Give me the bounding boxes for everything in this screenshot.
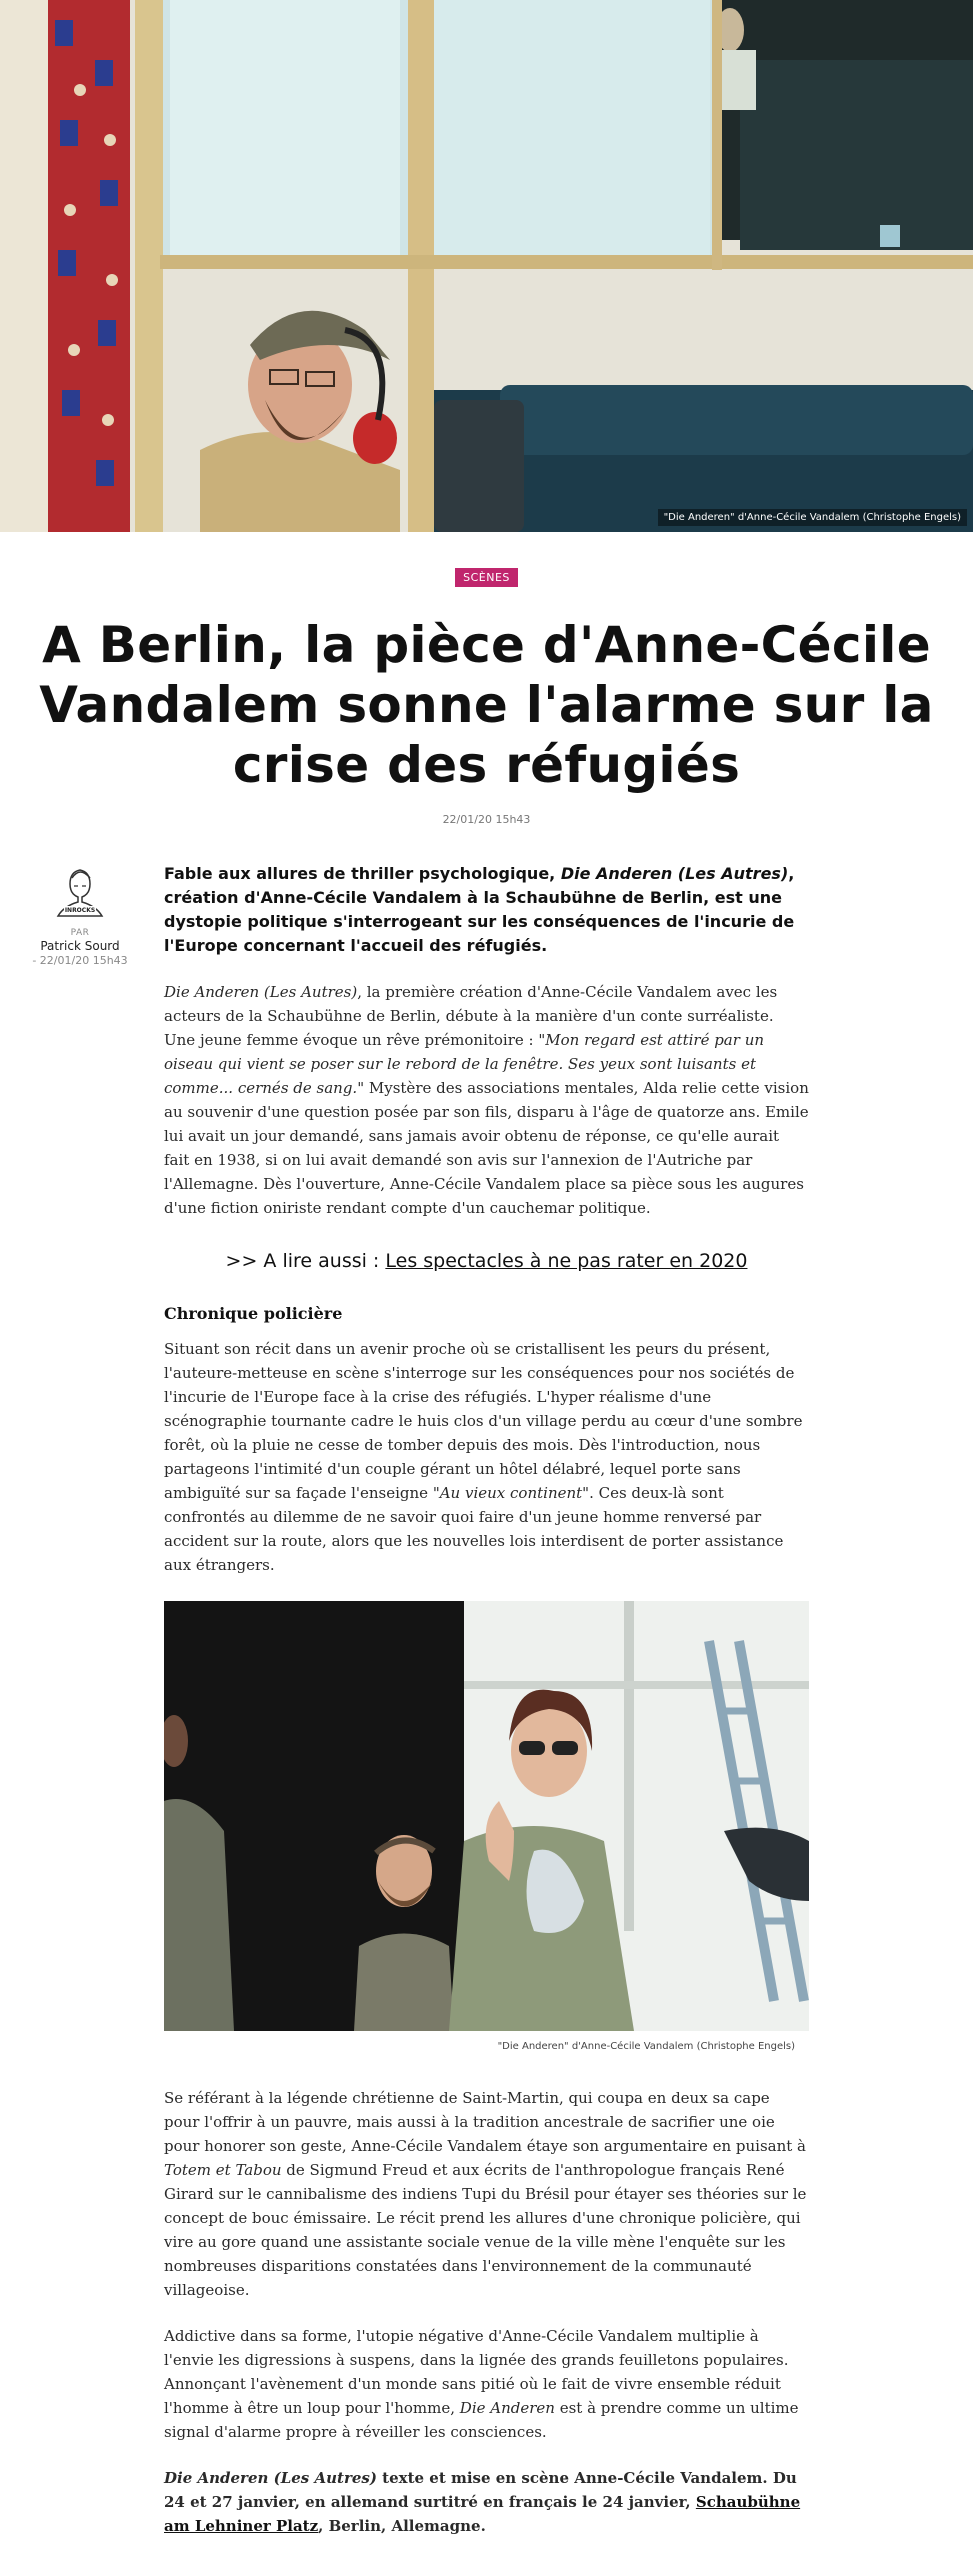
author-avatar-icon[interactable] [50,862,110,922]
read-also [164,1250,809,1272]
avatar-logo-text: INROCKS [64,907,96,914]
read-also-link[interactable]: Les spectacles à ne pas rater en 2020 [385,1250,748,1272]
section-subheading: Chronique policière [164,1304,343,1323]
hero-caption: "Die Anderen" d'Anne-Cécile Vandalem (Christophe Engels) [658,509,967,526]
article-figure [164,1601,809,2052]
paragraph-4: Addictive dans sa forme, l'utopie négative d'Anne-Cécile Vandalem multiplie à l'envie les digressions à suspens, dans la lignée des grands feuilletons populaires. Annonçant l'avènement d'un monde sans pitié où le fait de vivre ensemble réduit l'homme à être un loup pour l'homme, Die Anderen est à prendre comme un ultime signal d'alarme propre à réveiller les consciences. [164,2327,799,2441]
author-block [28,862,132,967]
paragraph-2: Situant son récit dans un avenir proche où se cristallisent les peurs du présent, l'auteure-metteuse en scène s'interroge sur les conséquences pour nos sociétés de l'incurie de l'Europe face à la crise des réfugiés. L'hyper réalisme d'une scénographie tournante cadre le huis clos d'un village perdu au cœur d'une sombre forêt, où la pluie ne cesse de tomber depuis des mois. Dès l'introduction, nous partageons l'intimité d'un couple gérant un hôtel délabré, lequel porte sans ambiguïté sur sa façade l'enseigne "Au vieux continent". Ces deux-là sont confrontés au dilemme de ne savoir quoi faire d'un jeune homme renversé par accident sur la route, alors que les nouvelles lois interdisent de porter assistance aux étrangers. [164,1340,803,1574]
publish-date: 22/01/20 15h43 [442,813,531,826]
paragraph-1: Die Anderen (Les Autres), la première création d'Anne-Cécile Vandalem avec les acteurs de la Schaubühne de Berlin, débute à la manière d'un conte surréaliste. Une jeune femme évoque un rêve prémonitoire : "Mon regard est attiré par un oiseau qui vient se poser sur le rebord de la fenêtre. Ses yeux sont luisants et comme... cernés de sang." Mystère des associations mentales, Alda relie cette vision au souvenir d'une question posée par son fils, disparu à l'âge de quatorze ans. Emile lui avait un jour demandé, sans jamais avoir obtenu de réponse, ce qu'elle aurait fait en 1938, si on lui avait demandé son avis sur l'annexion de l'Autriche par l'Allemagne. Dès l'ouverture, Anne-Cécile Vandalem place sa pièce sous les augures d'une fiction oniriste rendant compte d'un cauchemar politique. [164,983,809,1217]
read-also-prefix: >> A lire aussi : [225,1250,386,1272]
article-body [164,862,809,2538]
author-prefix: PAR [70,928,90,938]
author-date: - 22/01/20 15h43 [32,954,128,967]
hero-image [0,0,973,532]
show-info: Die Anderen (Les Autres) texte et mise en scène Anne-Cécile Vandalem. Du 24 et 27 janvier, en allemand surtitré en français le 24 janvier, Schaubühne am Lehniner Platz, Berlin, Allemagne. [164,2469,801,2535]
category-tag[interactable]: SCÈNES [455,568,518,587]
article-title: A Berlin, la pièce d'Anne-Cécile Vandalem sonne l'alarme sur la crise des réfugiés [39,616,934,794]
figure-caption: "Die Anderen" d'Anne-Cécile Vandalem (Christophe Engels) [497,2041,795,2052]
article-header [0,532,973,826]
author-name[interactable]: Patrick Sourd [40,939,120,953]
figure-photo [164,1601,809,2031]
venue-link[interactable]: Schaubühne am Lehniner Platz [164,2493,801,2535]
article-lead: Fable aux allures de thriller psychologique, Die Anderen (Les Autres), création d'Anne-Cécile Vandalem à la Schaubühne de Berlin, est une dystopie politique s'interrogeant sur les conséquences de l'incurie de l'Europe concernant l'accueil des réfugiés. [164,864,795,955]
paragraph-3: Se référant à la légende chrétienne de Saint-Martin, qui coupa en deux sa cape pour l'offrir à un pauvre, mais aussi à la tradition ancestrale de sacrifier une oie pour honorer son geste, Anne-Cécile Vandalem étaye son argumentaire en puisant à Totem et Tabou de Sigmund Freud et aux écrits de l'anthropologue français René Girard sur le cannibalisme des indiens Tupi du Brésil pour étayer ses théories sur le concept de bouc émissaire. Le récit prend les allures d'une chronique policière, qui vire au gore quand une assistante sociale venue de la ville mène l'enquête sur les nombreuses disparitions constatées dans l'environnement de la communauté villageoise. [164,2089,807,2299]
hero-photo [0,0,973,532]
